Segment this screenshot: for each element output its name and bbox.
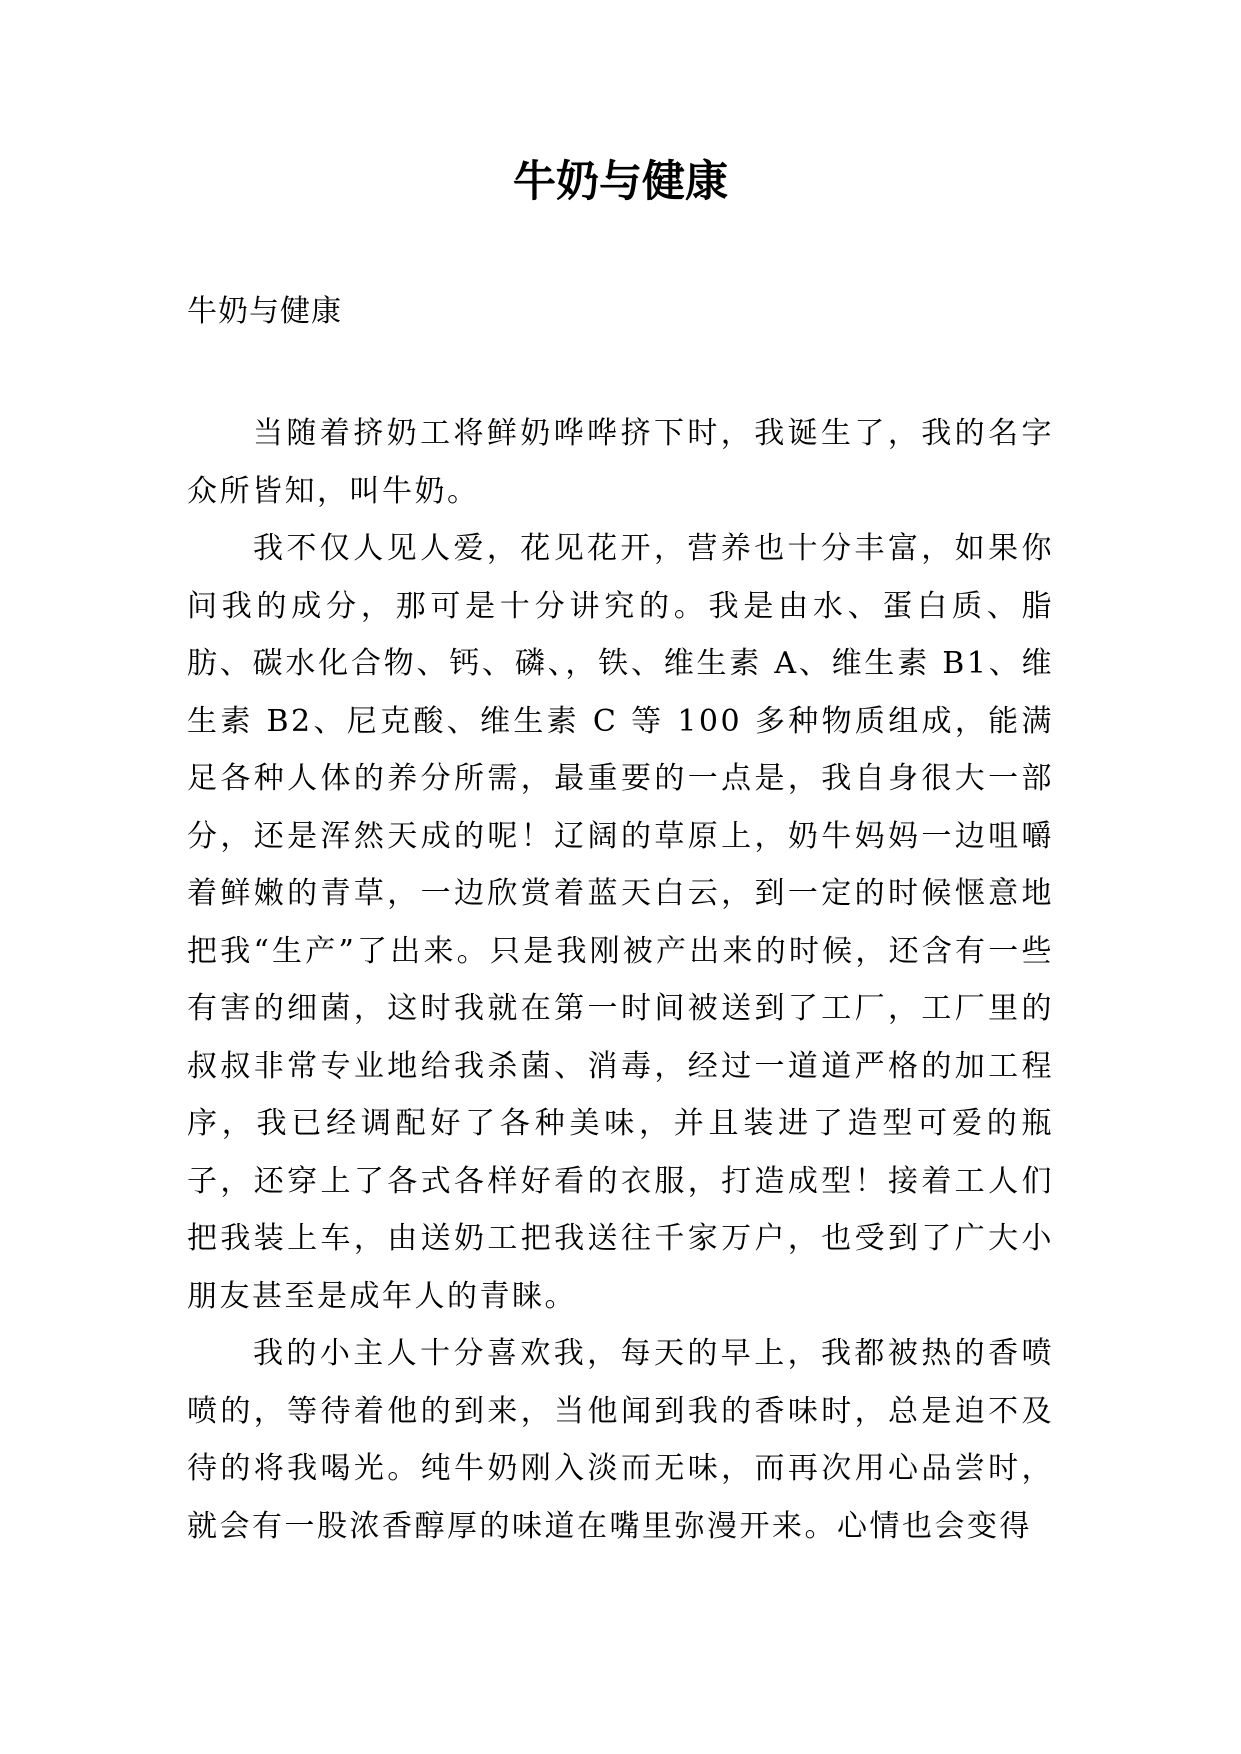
document-title: 牛奶与健康: [513, 157, 728, 207]
paragraph: 我的小主人十分喜欢我，每天的早上，我都被热的香喷喷的，等待着他的到来，当他闻到我的香味时，总是迫不及待的将我喝光。纯牛奶刚入淡而无味，而再次用心品尝时，就会有一股浓香醇厚的味道在嘴里弥漫开来。心情也会变得: [187, 1336, 1054, 1544]
paragraph: 当随着挤奶工将鲜奶哗哗挤下时，我诞生了，我的名字众所皆知，叫牛奶。: [187, 416, 1054, 509]
document-subtitle: 牛奶与健康: [187, 294, 342, 329]
document-body: [187, 405, 1054, 1555]
paragraph: 我不仅人见人爱，花见花开，营养也十分丰富，如果你问我的成分，那可是十分讲究的。我是由水、蛋白质、脂肪、碳水化合物、钙、磷、，铁、维生素 A、维生素 B1、维生素 B2、尼克酸、维生素 C 等 100 多种物质组成，能满足各种人体的养分所需，最重要的一点是，我自身很大一部分，还是浑然天成的呢！辽阔的草原上，奶牛妈妈一边咀嚼着鲜嫩的青草，一边欣赏着蓝天白云，到一定的时候惬意地把我“生产”了出来。只是我刚被产出来的时候，还含有一些有害的细菌，这时我就在第一时间被送到了工厂，工厂里的叔叔非常专业地给我杀菌、消毒，经过一道道严格的加工程序，我已经调配好了各种美味，并且装进了造型可爱的瓶子，还穿上了各式各样好看的衣服，打造成型！接着工人们把我装上车，由送奶工把我送往千家万户，也受到了广大小朋友甚至是成年人的青睐。: [187, 531, 1054, 1314]
